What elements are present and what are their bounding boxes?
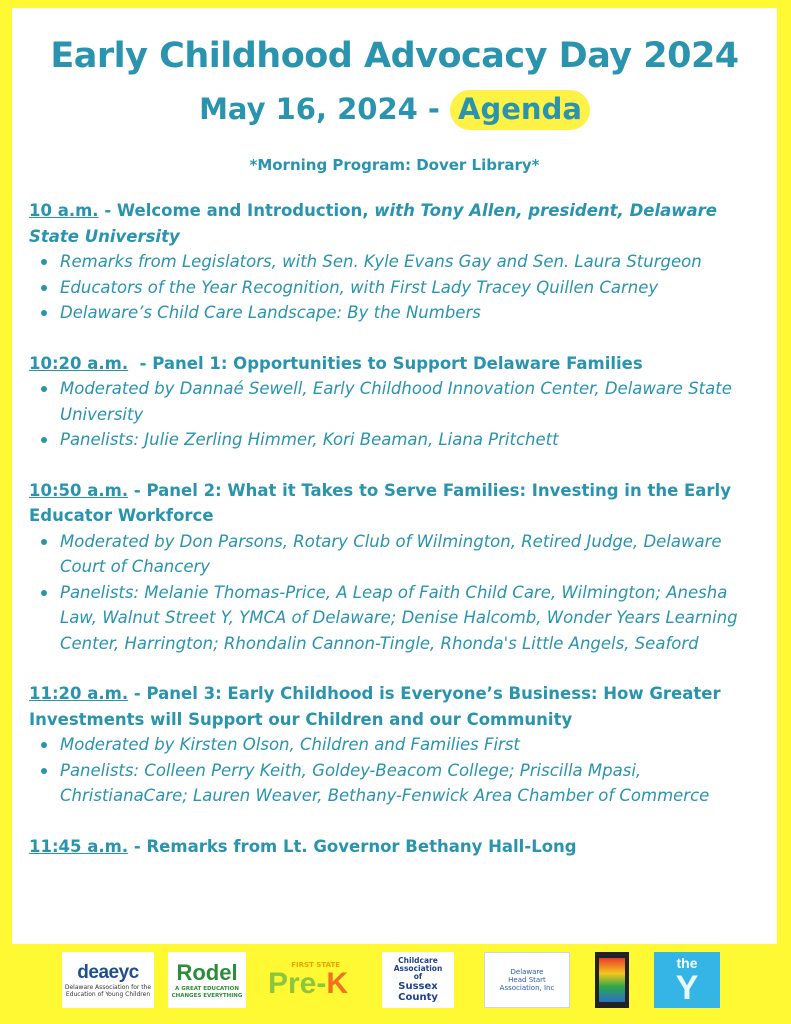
agenda-bullet: Panelists: Colleen Perry Keith, Goldey-Beacom College; Priscilla Mpasi, ChristianaCare; Lauren Weaver, Bethany-Fenwick Area Chamber of Commerce [60, 758, 764, 809]
agenda-bullet: Panelists: Melanie Thomas-Price, A Leap of Faith Child Care, Wilmington; Anesha Law, Walnut Street Y, YMCA of Delaware; Denise Halcomb, Wonder Years Learning Center, Harrington; Rhondalin Cannon-Tingle, Rhonda's Little Angels, Seaford [60, 580, 764, 657]
agenda-bullet: Moderated by Kirsten Olson, Children and Families First [60, 732, 764, 758]
agenda-item-heading [29, 198, 764, 249]
agenda-time: 11:20 a.m. [29, 684, 129, 703]
agenda-item [29, 351, 764, 453]
rodel-logo: Rodel A GREAT EDUCATION CHANGES EVERYTHING [168, 952, 246, 1008]
agenda-bullet-list [29, 732, 764, 809]
agenda-time: 10:50 a.m. [29, 480, 129, 500]
agenda-item-heading [29, 834, 764, 860]
morning-program-label: *Morning Program: Dover Library* [249, 156, 540, 174]
agenda-time: 10 a.m. [29, 201, 99, 220]
agenda-item [29, 198, 764, 326]
agenda-bullet-list [29, 529, 764, 657]
event-date: May 16, 2024 - [199, 92, 440, 126]
agenda-item-heading [29, 351, 764, 377]
agenda-title: - Welcome and Introduction, [98, 201, 375, 220]
agenda-title: - Panel 1: Opportunities to Support Delaware Families [128, 353, 643, 373]
agenda-title: - Remarks from Lt. Governor Bethany Hall-Long [128, 836, 577, 856]
sponsor-logos [0, 952, 791, 1012]
agenda-bullet: Educators of the Year Recognition, with First Lady Tracey Quillen Carney [60, 275, 764, 301]
agenda-highlight: Agenda [450, 90, 590, 130]
agenda-time: 11:45 a.m. [29, 836, 129, 856]
agenda-bullet: Delaware’s Child Care Landscape: By the Numbers [60, 300, 764, 326]
agenda-bullet-list [29, 249, 764, 326]
page-subtitle [12, 92, 777, 126]
agenda-bullet: Moderated by Don Parsons, Rotary Club of Wilmington, Retired Judge, Delaware Court of Chancery [60, 529, 764, 580]
art-logo-image [599, 958, 625, 1002]
first-state-prek-logo: FIRST STATE Pre-K [267, 961, 349, 1000]
agenda-list [29, 198, 764, 884]
page-title: Early Childhood Advocacy Day 2024 [50, 36, 739, 76]
agenda-bullet: Moderated by Dannaé Sewell, Early Childhood Innovation Center, Delaware State University [60, 376, 764, 427]
art-logo [595, 952, 629, 1008]
ymca-logo: the Y [654, 952, 720, 1008]
head-start-association-logo: Delaware Head Start Association, Inc [484, 952, 570, 1008]
agenda-item-heading [29, 681, 764, 732]
agenda-item [29, 478, 764, 657]
agenda-page [12, 8, 777, 944]
agenda-time: 10:20 a.m. [29, 353, 129, 373]
deaeyc-logo: deaeyc Delaware Association for the Education of Young Children [62, 952, 154, 1008]
agenda-title: - Panel 2: What it Takes to Serve Families: Investing in the Early Educator Workforce [29, 480, 737, 525]
agenda-bullet: Panelists: Julie Zerling Himmer, Kori Beaman, Liana Pritchett [60, 427, 764, 453]
agenda-title-speaker: with Tony Allen, president, Delaware State University [29, 201, 717, 246]
agenda-bullet-list [29, 376, 764, 453]
agenda-title: - Panel 3: Early Childhood is Everyone’s Business: How Greater Investments will Support our Children and our Community [29, 684, 727, 729]
agenda-item [29, 681, 764, 809]
agenda-item [29, 834, 764, 860]
agenda-item-heading [29, 478, 764, 529]
sussex-childcare-logo: Childcare Association of Sussex County [382, 952, 454, 1008]
agenda-bullet: Remarks from Legislators, with Sen. Kyle Evans Gay and Sen. Laura Sturgeon [60, 249, 764, 275]
